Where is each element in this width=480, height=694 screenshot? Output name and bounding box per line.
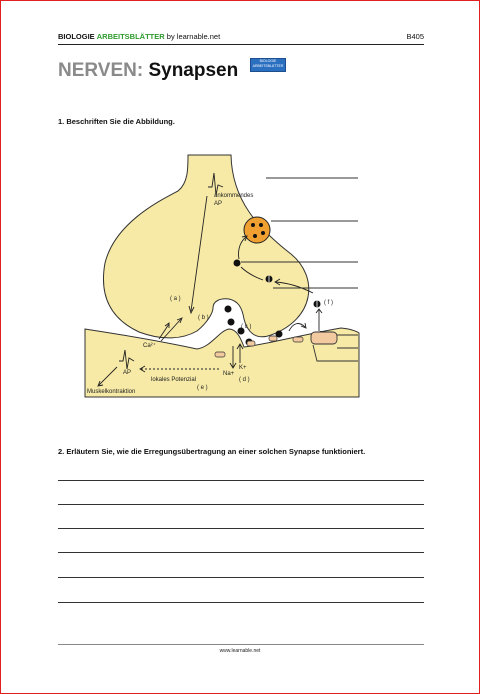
presynaptic-terminal — [103, 155, 308, 338]
header-series: ARBEITSBLÄTTER — [96, 32, 165, 41]
header-code: B405 — [406, 32, 424, 41]
header-byline: by learnable.net — [166, 32, 221, 41]
vesicle-dot — [251, 223, 255, 227]
vesicle-dot — [261, 231, 265, 235]
footer-rule — [58, 644, 424, 645]
answer-line[interactable] — [58, 504, 424, 505]
label-incoming-2: AP — [214, 201, 223, 207]
label-b: ( b ) — [198, 315, 209, 321]
title-main: Synapsen — [148, 60, 239, 81]
label-d: ( d ) — [239, 377, 250, 383]
vesicle-dot — [253, 234, 257, 238]
footer-url: www.learnable.net — [219, 648, 261, 654]
answer-line[interactable] — [58, 528, 424, 529]
transmitter-molecule — [234, 260, 241, 267]
label-k: K+ — [239, 365, 247, 371]
receptor — [293, 337, 303, 342]
label-local: lokales Potenzial — [151, 377, 197, 383]
label-f: ( f ) — [324, 300, 333, 306]
transmitter-molecule — [228, 319, 235, 326]
label-incoming-1: ankommendes — [214, 193, 254, 199]
synapse-diagram — [1, 1, 479, 693]
label-e: ( e ) — [197, 385, 208, 391]
label-ca: Ca²⁺ — [143, 343, 156, 349]
title-prefix: NERVEN: — [58, 60, 144, 81]
enzyme — [311, 332, 337, 344]
label-ap: AP — [123, 370, 132, 376]
answer-line[interactable] — [58, 552, 424, 553]
label-a: ( a ) — [170, 296, 181, 302]
vesicle — [244, 217, 270, 243]
receptor — [215, 352, 225, 357]
logo: BIOLOGIE ARBEITSBLÄTTER — [250, 58, 286, 72]
transmitter-molecule — [225, 306, 232, 313]
answer-line[interactable] — [58, 480, 424, 481]
header-subject: BIOLOGIE — [58, 32, 95, 41]
answer-line[interactable] — [58, 602, 424, 603]
question-2: 2. Erläutern Sie, wie die Erregungsübertragung an einer solchen Synapse funktioniert. — [58, 447, 366, 456]
receptor — [247, 341, 255, 346]
arrow-to-enzyme — [289, 324, 305, 331]
answer-line[interactable] — [58, 577, 424, 578]
label-c: ( c ) — [241, 324, 252, 330]
question-1: 1. Beschriften Sie die Abbildung. — [58, 117, 175, 126]
vesicle-dot — [259, 223, 263, 227]
label-na: Na+ — [223, 371, 235, 377]
receptor — [269, 336, 277, 341]
label-muscle: Muskelkontraktion — [87, 389, 136, 395]
